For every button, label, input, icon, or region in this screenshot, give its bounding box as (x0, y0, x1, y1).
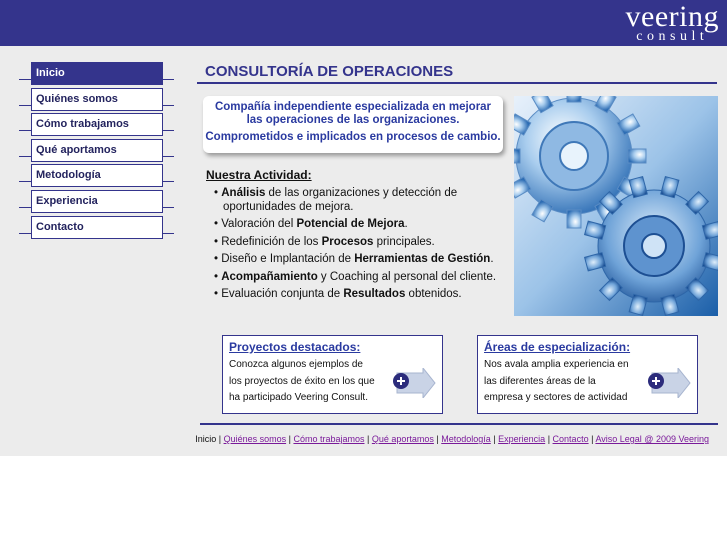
footer-separator: | (591, 434, 596, 444)
veering-logo[interactable] (626, 2, 719, 43)
nav-button[interactable] (31, 88, 163, 111)
footer-link-quienes-somos[interactable]: Quiénes somos (223, 434, 287, 444)
footer-separator: | (547, 434, 553, 444)
item-text: de las organizaciones y detección de oportunidades de mejora. (223, 187, 458, 213)
item-text: y Coaching al personal del cliente. (317, 270, 497, 283)
footer-separator: | (218, 434, 224, 444)
item-text: . (404, 218, 408, 231)
nav-item-quienes-somos[interactable] (31, 88, 173, 111)
item-text: . (490, 253, 494, 266)
nav-label: Quiénes somos (36, 92, 118, 105)
sidebar-nav (31, 62, 173, 241)
page-body (0, 46, 727, 456)
nav-item-metodologia[interactable] (31, 164, 173, 187)
intro-line-3: Comprometidos e implicados en procesos de cambio. (205, 131, 501, 143)
item-text: Evaluación conjunta de (221, 287, 344, 300)
plus-arrow-icon[interactable] (644, 368, 692, 398)
nav-button[interactable] (31, 139, 163, 162)
header-bar (0, 0, 727, 46)
item-bold: Herramientas de Gestión (354, 253, 491, 266)
footer-separator: | (367, 434, 372, 444)
logo-main-text: veering (625, 0, 719, 33)
item-text: Redefinición de los (221, 235, 322, 248)
nav-label: Experiencia (36, 194, 98, 207)
nav-button[interactable] (31, 190, 163, 213)
nav-item-contacto[interactable] (31, 216, 173, 239)
item-bold: Potencial de Mejora (296, 218, 405, 231)
footer-separator: | (436, 434, 442, 444)
nav-button[interactable] (31, 164, 163, 187)
nav-item-como-trabajamos[interactable] (31, 113, 173, 136)
desc-line: Nos avala amplia experiencia en (484, 359, 629, 370)
footer-link-que-aportamos[interactable]: Qué aportamos (371, 434, 434, 444)
intro-line-2: las operaciones de las organizaciones. (246, 114, 460, 126)
featured-projects-box[interactable] (222, 335, 443, 414)
nav-button[interactable] (31, 216, 163, 239)
desc-line: ha participado Veering Consult. (229, 392, 368, 403)
item-text: Diseño e Implantación de (221, 253, 355, 266)
list-item: • Evaluación conjunta de Resultados obtenidos. (214, 287, 462, 300)
gears-image (514, 96, 718, 316)
desc-line: Conozca algunos ejemplos de (229, 359, 363, 370)
intro-box (203, 96, 503, 153)
footer-link-contacto[interactable]: Contacto (552, 434, 589, 444)
featured-projects-title[interactable]: Proyectos destacados: (229, 340, 361, 354)
title-divider (197, 82, 717, 84)
nav-item-experiencia[interactable] (31, 190, 173, 213)
nav-label: Metodología (36, 169, 101, 182)
specialization-areas-desc (484, 357, 644, 407)
intro-line-1: Compañía independiente especializada en mejorar (214, 101, 492, 113)
list-item: • Análisis de las organizaciones y detección de oportunidades de mejora. (214, 187, 458, 213)
activity-list (214, 186, 504, 304)
list-item: • Valoración del Potencial de Mejora. (214, 218, 408, 231)
footer-link-aviso-legal[interactable]: Aviso Legal @ 2009 Veering (595, 434, 709, 444)
footer-link-metodologia[interactable]: Metodología (441, 434, 491, 444)
footer-separator: | (493, 434, 499, 444)
footer-link-como-trabajamos[interactable]: Cómo trabajamos (293, 434, 365, 444)
item-bold: Resultados (343, 287, 406, 300)
nav-button[interactable] (31, 113, 163, 136)
item-text: principales. (373, 235, 435, 248)
footer-separator: | (288, 434, 294, 444)
item-text: Valoración del (221, 218, 297, 231)
nav-button[interactable] (31, 62, 163, 85)
nav-label: Cómo trabajamos (36, 118, 129, 131)
desc-line: empresa y sectores de actividad (484, 392, 628, 403)
item-bold: Acompañamiento (221, 270, 318, 283)
page-title: CONSULTORÍA DE OPERACIONES (205, 63, 454, 80)
footer-current: Inicio (195, 434, 217, 444)
list-item: • Redefinición de los Procesos principales. (214, 235, 435, 248)
footer-link-experiencia[interactable]: Experiencia (498, 434, 546, 444)
item-text: obtenidos. (405, 287, 462, 300)
list-item: • Acompañamiento y Coaching al personal del cliente. (214, 270, 497, 283)
specialization-areas-box[interactable] (477, 335, 698, 414)
activity-heading: Nuestra Actividad: (206, 168, 312, 182)
nav-label: Contacto (36, 220, 84, 233)
nav-item-que-aportamos[interactable] (31, 139, 173, 162)
specialization-areas-title[interactable]: Áreas de especialización: (484, 340, 631, 354)
desc-line: los proyectos de éxito en los que (229, 375, 375, 387)
featured-projects-desc (229, 357, 389, 407)
item-bold: Procesos (321, 235, 374, 248)
nav-item-inicio[interactable] (31, 62, 173, 85)
footer-divider (200, 423, 718, 425)
desc-line: las diferentes áreas de la (484, 375, 596, 387)
logo-sub-text: consult (636, 29, 709, 44)
item-bold: Análisis (221, 187, 266, 199)
plus-arrow-icon[interactable] (389, 368, 437, 398)
nav-label: Inicio (36, 67, 65, 79)
list-item: • Diseño e Implantación de Herramientas de Gestión. (214, 253, 494, 266)
nav-label: Qué aportamos (36, 143, 117, 156)
footer-nav (195, 434, 709, 444)
